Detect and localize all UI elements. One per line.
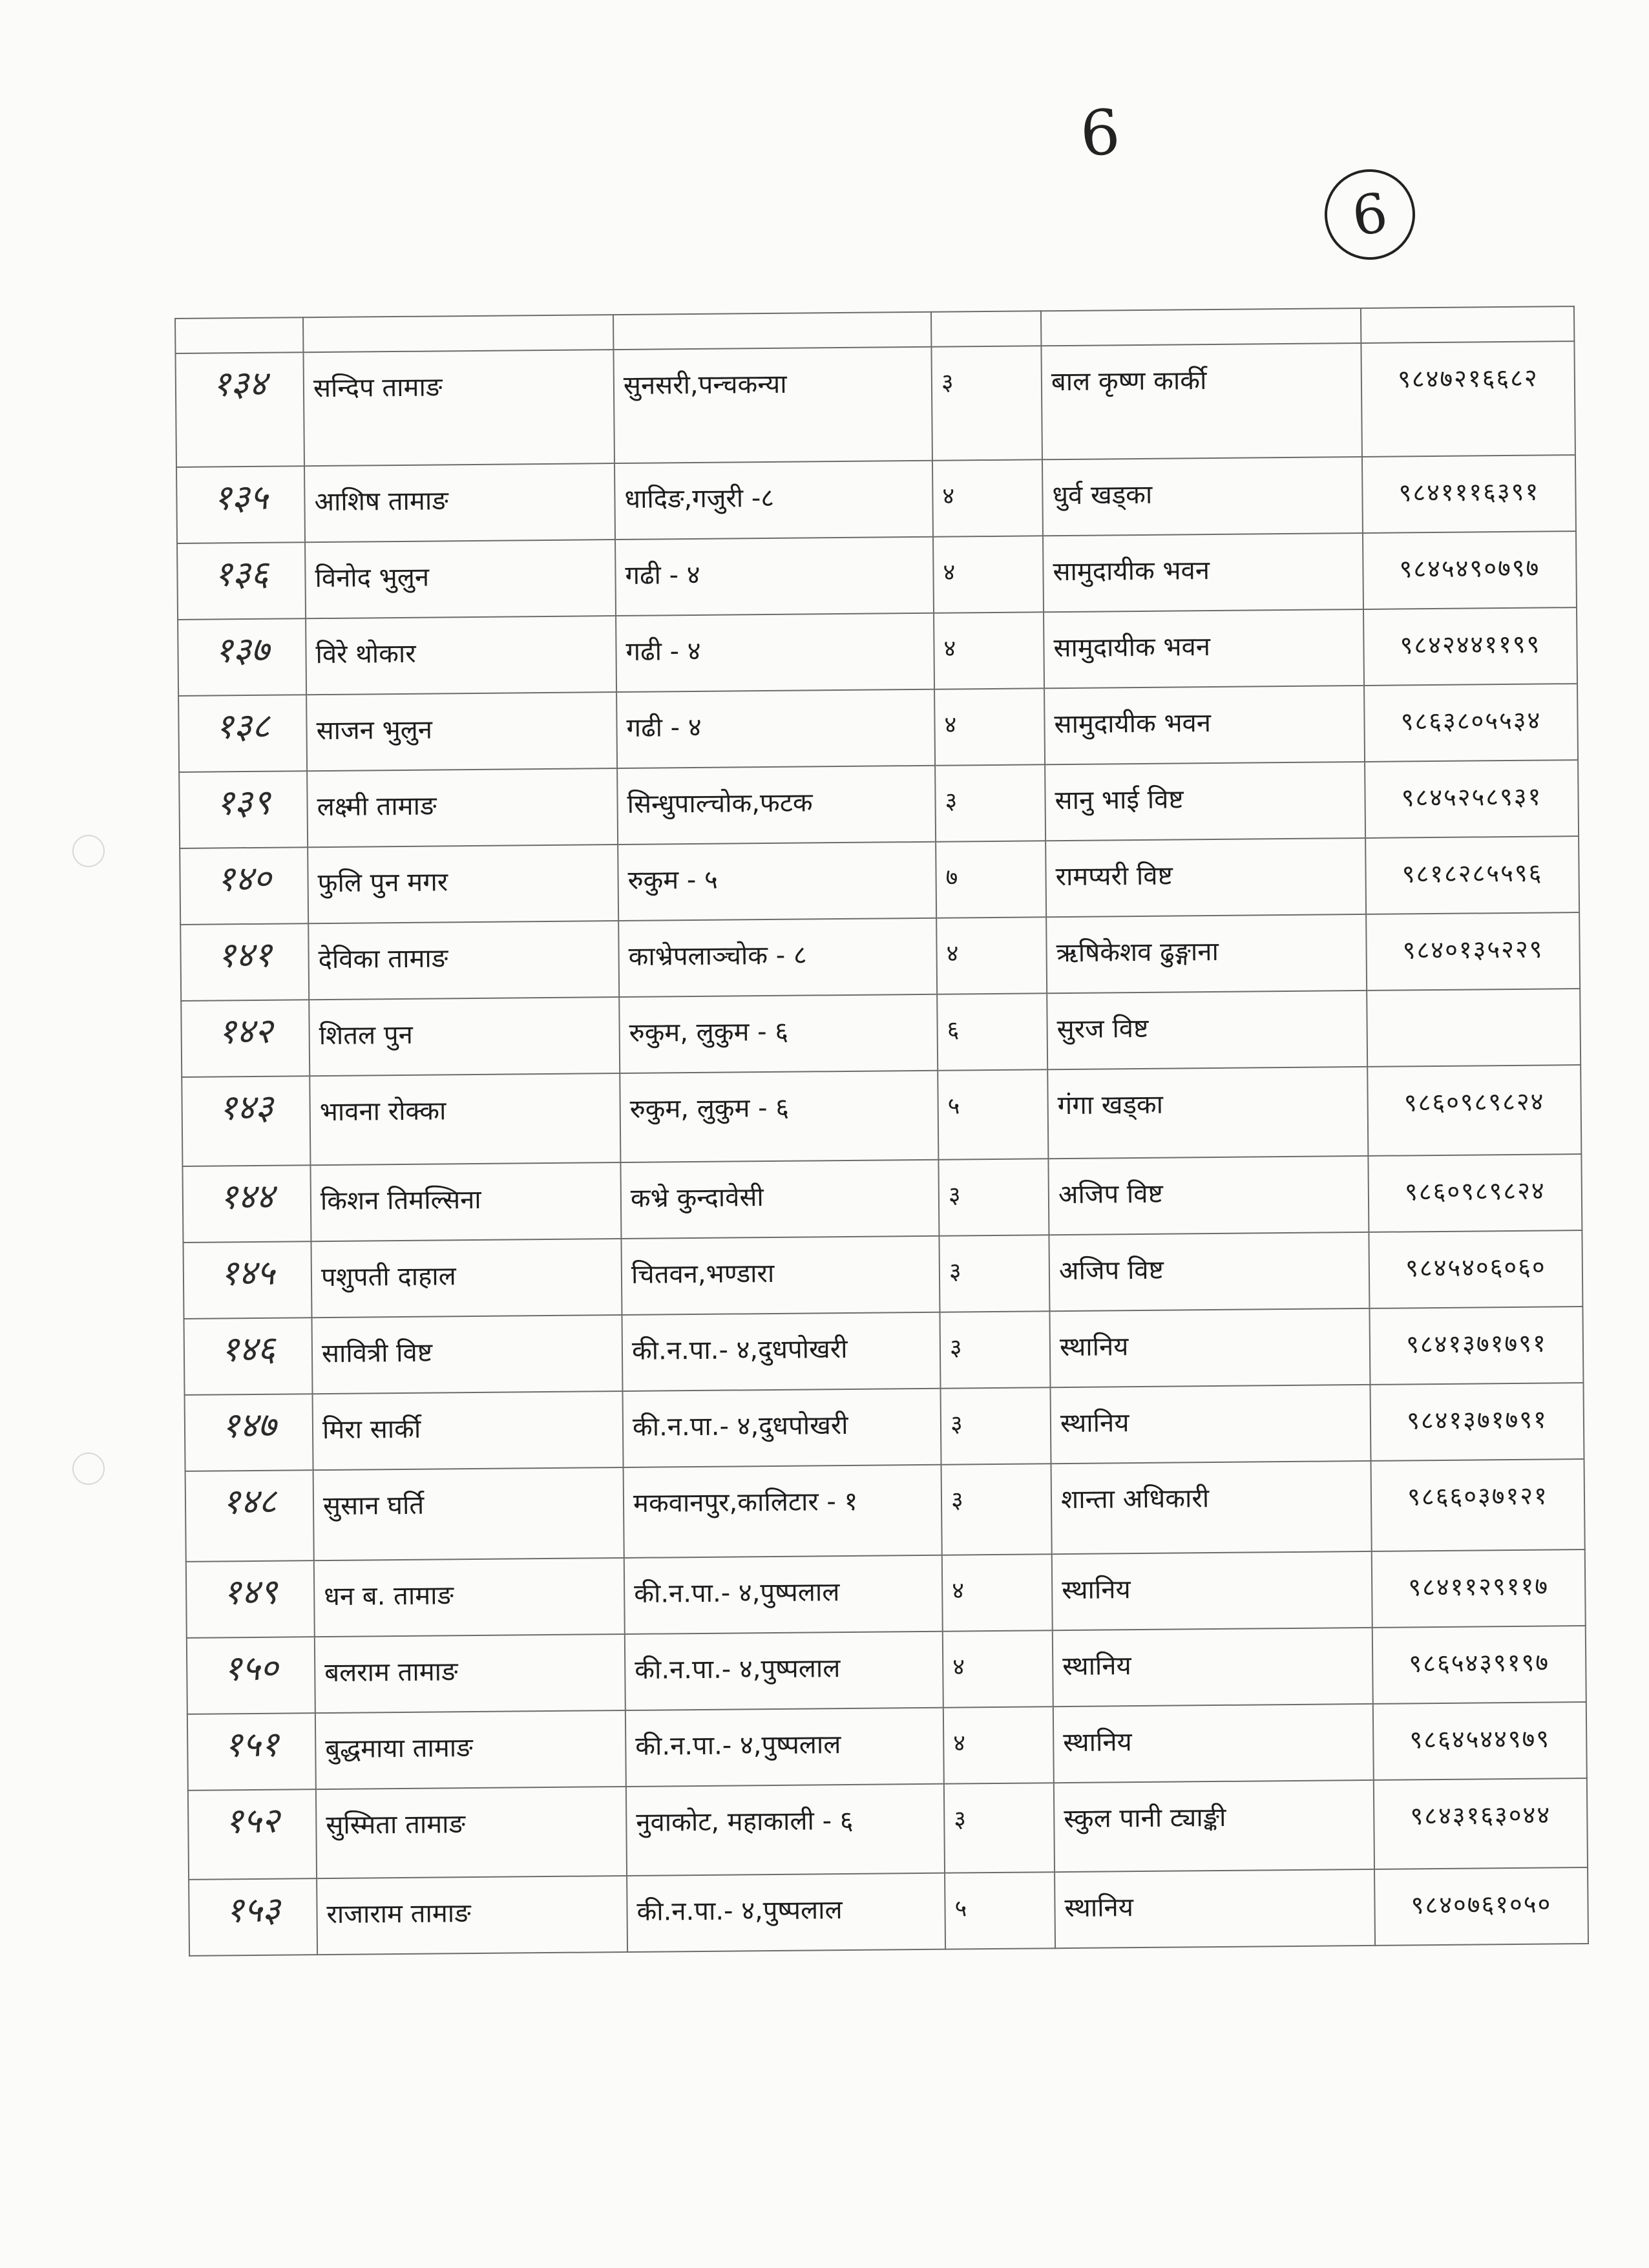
phone-number: ९८४२४४११९९	[1400, 629, 1541, 660]
phone-number-cell	[1367, 989, 1581, 1067]
phone-number: ९८४०७६१०५०	[1411, 1889, 1552, 1920]
table-row	[178, 684, 1578, 772]
table-row	[189, 1867, 1588, 1956]
person-name: फुलि पुन मगर	[317, 867, 448, 899]
table-row	[182, 1065, 1581, 1166]
table-row	[183, 1230, 1582, 1319]
person-name-cell	[305, 540, 616, 618]
phone-number: ९८४५२५८९३१	[1401, 782, 1542, 812]
referrer: स्थानिय	[1060, 1408, 1129, 1439]
address: रुकुम, लुकुम - ६	[629, 1093, 790, 1124]
address-cell	[619, 994, 938, 1073]
address-cell	[627, 1873, 945, 1952]
phone-number: ९८४११२९११७	[1408, 1571, 1549, 1602]
referrer: सामुदायीक भवन	[1053, 556, 1210, 587]
table-row	[187, 1702, 1587, 1790]
person-name: बुद्धमाया तामाङ	[325, 1733, 473, 1765]
referrer: सुरज विष्ट	[1056, 1013, 1149, 1045]
table-row	[176, 455, 1576, 543]
address-cell	[615, 537, 934, 616]
serial-number-cell	[178, 695, 307, 772]
ward-number: ४	[953, 1730, 966, 1757]
address-cell	[624, 1555, 943, 1634]
person-name: मिरा सार्की	[322, 1414, 421, 1445]
ward-number-cell	[943, 1630, 1053, 1707]
phone-number: ९८४०१३५२२९	[1402, 934, 1544, 965]
ward-number: ३	[949, 1334, 962, 1361]
ward-number-cell	[935, 764, 1045, 841]
ward-number: ३	[950, 1411, 963, 1438]
referrer-cell	[1043, 533, 1363, 612]
address-cell	[623, 1389, 941, 1467]
table-row	[185, 1459, 1585, 1562]
phone-number-cell	[1364, 684, 1578, 762]
phone-number-cell	[1373, 1702, 1587, 1780]
referrer: अजिप विष्ट	[1058, 1179, 1164, 1210]
ward-number: ४	[943, 559, 956, 586]
serial-number: १४७	[221, 1404, 277, 1446]
phone-number: ९८४१३७१७९१	[1405, 1328, 1547, 1359]
table-row	[181, 989, 1581, 1077]
phone-number-cell	[1362, 455, 1576, 533]
serial-number: १५०	[223, 1647, 278, 1689]
table-row	[179, 760, 1579, 848]
referrer-cell	[1052, 1551, 1372, 1630]
address-cell	[625, 1708, 944, 1787]
phone-number: ९८४५४०६०६०	[1405, 1252, 1546, 1283]
serial-number: १३६	[214, 552, 269, 594]
referrer-cell	[1051, 1461, 1372, 1554]
ward-number-cell	[943, 1706, 1054, 1783]
phone-number: ९८१८२८५५९६	[1402, 858, 1543, 888]
serial-number: १४२	[218, 1010, 273, 1052]
person-name-cell	[304, 463, 615, 542]
table-row	[177, 531, 1577, 620]
address-cell	[618, 842, 936, 921]
referrer-cell	[1055, 1869, 1375, 1948]
serial-number: १४४	[219, 1175, 275, 1217]
person-name: भावना रोक्का	[319, 1096, 446, 1128]
referrer: सामुदायीक भवन	[1053, 632, 1211, 664]
serial-number-cell	[189, 1878, 317, 1956]
address: धादिङ,गजुरी -८	[624, 483, 775, 514]
address-cell	[614, 461, 933, 540]
table-row	[186, 1549, 1586, 1638]
serial-number: १३७	[215, 629, 269, 671]
person-name: लक्ष्मी तामाङ	[317, 791, 437, 823]
table-row	[175, 341, 1575, 467]
referrer-cell	[1045, 838, 1366, 917]
phone-number: ९८६५४३९१९७	[1409, 1648, 1550, 1678]
referrer: स्थानिय	[1062, 1651, 1131, 1682]
address: की.न.पा.- ४,पुष्पलाल	[635, 1654, 841, 1685]
ward-number-cell	[942, 1554, 1053, 1631]
ward-number-cell	[940, 1311, 1050, 1388]
ward-number-cell	[933, 536, 1044, 613]
phone-number-cell	[1370, 1383, 1584, 1461]
address: सिन्धुपाल्चोक,फटक	[627, 788, 813, 819]
serial-number-cell	[180, 923, 309, 1001]
phone-number-cell	[1369, 1230, 1582, 1308]
referrer: ऋषिकेशव ढुङ्गाना	[1056, 936, 1219, 969]
ward-number: ३	[941, 369, 954, 396]
serial-number: १४०	[216, 857, 271, 899]
address-cell	[616, 613, 934, 692]
referrer: अजिप विष्ट	[1058, 1255, 1164, 1286]
person-name: शितल पुन	[319, 1020, 414, 1051]
address-cell	[625, 1632, 943, 1710]
person-name-cell	[315, 1710, 626, 1789]
phone-number-cell	[1372, 1626, 1586, 1704]
phone-number-cell	[1369, 1307, 1583, 1385]
person-name-cell	[306, 616, 616, 695]
person-name: देविका तामाङ	[318, 943, 448, 975]
address-cell	[622, 1312, 940, 1391]
address-cell	[626, 1784, 945, 1876]
ward-number: ७	[945, 864, 958, 891]
address: सुनसरी,पन्चकन्या	[623, 369, 787, 401]
person-name: राजाराम तामाङ	[326, 1898, 471, 1930]
address: की.न.पा.- ४,दुधपोखरी	[631, 1334, 848, 1366]
roster-sheet	[174, 306, 1589, 1957]
person-name-cell	[314, 1558, 625, 1637]
table-row	[180, 912, 1580, 1001]
referrer-cell	[1053, 1628, 1373, 1706]
person-name-cell	[311, 1239, 622, 1318]
ward-number-cell	[941, 1387, 1051, 1464]
address: गढी - ४	[625, 636, 701, 667]
referrer-cell	[1050, 1385, 1371, 1464]
serial-number: १३४	[212, 362, 268, 404]
referrer-cell	[1046, 914, 1367, 993]
phone-number-cell	[1365, 760, 1579, 838]
person-name-cell	[317, 1876, 627, 1955]
address-cell	[618, 918, 937, 997]
ward-number: ४	[952, 1577, 965, 1604]
referrer-cell	[1041, 343, 1362, 459]
referrer: बाल कृष्ण कार्की	[1051, 366, 1207, 397]
ward-number: ३	[948, 1182, 961, 1209]
address-cell	[617, 766, 936, 845]
address: रुकुम, लुकुम - ६	[629, 1016, 789, 1048]
table-row	[178, 607, 1577, 696]
serial-number: १५३	[226, 1889, 280, 1931]
address: की.न.पा.- ४,पुष्पलाल	[636, 1895, 843, 1927]
referrer: सानु भाई विष्ट	[1055, 784, 1184, 816]
serial-number-cell	[185, 1470, 314, 1562]
table-row	[185, 1383, 1584, 1471]
address: चितवन,भण्डारा	[631, 1258, 775, 1290]
ward-number-cell	[941, 1464, 1052, 1555]
serial-number-cell	[178, 618, 306, 696]
handwritten-page-number: 6	[1078, 96, 1122, 171]
ward-number-cell	[932, 459, 1043, 536]
referrer-cell	[1042, 457, 1363, 536]
referrer-cell	[1044, 609, 1364, 688]
phone-number-cell	[1372, 1549, 1586, 1628]
referrer: स्थानिय	[1059, 1332, 1129, 1363]
address: काभ्रेपलाञ्चोक - ८	[628, 940, 807, 972]
person-name-cell	[308, 921, 619, 1000]
phone-number: ९८६३८०५५३४	[1400, 706, 1542, 736]
person-name-cell	[310, 1162, 621, 1241]
address: नुवाकोट, महाकाली - ६	[636, 1805, 854, 1838]
person-name: सावित्री विष्ट	[321, 1338, 433, 1369]
address: की.न.पा.- ४,पुष्पलाल	[634, 1577, 840, 1609]
ward-number-cell	[934, 688, 1045, 765]
phone-number: ९८४१११६३९१	[1398, 477, 1540, 507]
ward-number-cell	[936, 841, 1046, 918]
ward-number-cell	[937, 993, 1047, 1070]
phone-number: ९८४१३७१७९१	[1406, 1405, 1548, 1435]
serial-number: १४६	[220, 1328, 276, 1370]
person-name: धन ब. तामाङ	[324, 1580, 454, 1612]
phone-number-cell	[1371, 1459, 1585, 1551]
table-row	[180, 836, 1579, 925]
table-row	[187, 1626, 1586, 1714]
referrer-cell	[1054, 1780, 1374, 1872]
person-name-cell	[308, 845, 618, 923]
ward-number: ३	[954, 1806, 967, 1833]
phone-number: ९८६६०३७१२१	[1407, 1481, 1548, 1511]
referrer: शान्ता अधिकारी	[1060, 1484, 1210, 1515]
serial-number-cell	[184, 1318, 313, 1395]
phone-number-cell	[1365, 836, 1579, 914]
serial-number: १५१	[224, 1723, 279, 1765]
serial-number: १४८	[222, 1480, 277, 1522]
ward-number: ३	[945, 788, 958, 815]
serial-number-cell	[180, 847, 308, 925]
person-name: साजन भुलुन	[316, 715, 433, 746]
address-cell	[621, 1236, 940, 1315]
punch-hole	[72, 835, 105, 867]
person-name: सन्दिप तामाङ	[313, 372, 443, 404]
serial-number-cell	[188, 1789, 317, 1880]
phone-number: ९८६०९८९८२४	[1404, 1176, 1546, 1206]
phone-number-cell	[1361, 341, 1575, 457]
ward-number: ६	[947, 1016, 960, 1044]
referrer-cell	[1049, 1308, 1370, 1387]
person-name: सुस्मिता तामाङ	[326, 1809, 466, 1841]
person-name-cell	[315, 1634, 625, 1713]
phone-number-cell	[1368, 1154, 1582, 1232]
address-cell	[620, 1071, 938, 1162]
serial-number-cell	[179, 771, 308, 848]
person-name-cell	[313, 1391, 624, 1470]
person-name: विरे थोकार	[315, 638, 416, 670]
roster-table	[174, 306, 1589, 1957]
serial-number-cell	[185, 1394, 313, 1471]
ward-number: ४	[944, 711, 957, 739]
referrer: स्थानिय	[1064, 1893, 1134, 1924]
serial-number: १४३	[218, 1086, 274, 1128]
phone-number-cell	[1363, 607, 1577, 686]
serial-number: १४५	[220, 1252, 275, 1294]
serial-number: १३८	[215, 705, 270, 747]
phone-number: ९८६०९८९८२४	[1403, 1087, 1545, 1117]
phone-number-cell	[1374, 1778, 1588, 1869]
address: मकवानपुर,कालिटार - १	[633, 1486, 858, 1518]
ward-number-cell	[931, 346, 1042, 460]
serial-number: १४१	[217, 934, 273, 976]
serial-number-cell	[176, 466, 305, 543]
ward-number: ३	[949, 1258, 961, 1285]
ward-number-cell	[938, 1159, 1049, 1235]
address-cell	[613, 347, 932, 463]
table-row	[182, 1154, 1582, 1243]
address: की.न.पा.- ४,दुधपोखरी	[632, 1410, 848, 1442]
referrer-cell	[1045, 762, 1365, 841]
referrer: रामप्यरी विष्ट	[1055, 861, 1173, 892]
circled-page-number: 6	[1319, 163, 1421, 266]
phone-number: ९८६४५४४९७९	[1409, 1724, 1551, 1754]
person-name-cell	[312, 1315, 623, 1394]
referrer-cell	[1049, 1232, 1369, 1311]
ward-number: ३	[951, 1487, 963, 1514]
address: गढी - ४	[626, 712, 702, 743]
ward-number-cell	[938, 1069, 1048, 1159]
address: रुकुम - ५	[627, 865, 719, 896]
serial-number: १३९	[216, 781, 271, 823]
person-name-cell	[313, 1467, 624, 1560]
address: गढी - ४	[625, 560, 700, 591]
person-name-cell	[307, 768, 618, 847]
ward-number: ४	[942, 483, 955, 510]
ward-number-cell	[936, 917, 1047, 994]
serial-number: १५२	[224, 1800, 280, 1842]
person-name-cell	[303, 350, 614, 466]
ward-number: ४	[943, 635, 956, 662]
serial-number-cell	[181, 1000, 310, 1077]
person-name: किशन तिमल्सिना	[320, 1184, 481, 1217]
referrer-cell	[1053, 1704, 1374, 1783]
person-name-cell	[306, 692, 617, 771]
phone-number: ९८४३१६३०४४	[1410, 1800, 1551, 1831]
referrer: सामुदायीक भवन	[1054, 708, 1212, 740]
referrer: स्थानिय	[1063, 1727, 1132, 1758]
serial-number-cell	[186, 1560, 315, 1638]
referrer: स्थानिय	[1062, 1575, 1131, 1606]
ward-number-cell	[934, 612, 1044, 689]
person-name-cell	[310, 1073, 620, 1165]
punch-hole	[72, 1453, 105, 1485]
serial-number-cell	[187, 1713, 316, 1790]
ward-number-cell	[945, 1872, 1055, 1949]
serial-number-cell	[187, 1637, 315, 1714]
table-row	[184, 1307, 1584, 1395]
ward-number: ४	[946, 940, 959, 967]
serial-number: १३५	[213, 476, 268, 518]
serial-number-cell	[175, 352, 304, 467]
person-name: आशिष तामाङ	[314, 486, 448, 518]
person-name: विनोद भुलुन	[315, 562, 430, 594]
address-cell	[624, 1465, 942, 1558]
referrer: स्कुल पानी ट्याङ्की	[1064, 1802, 1226, 1834]
serial-number-cell	[182, 1165, 311, 1243]
referrer-cell	[1044, 686, 1365, 764]
phone-number-cell	[1366, 912, 1580, 991]
referrer-cell	[1048, 1156, 1369, 1235]
phone-number: ९८४५४९०७९७	[1399, 553, 1540, 583]
table-row	[188, 1778, 1588, 1880]
referrer-cell	[1047, 1067, 1368, 1159]
serial-number: १४९	[222, 1571, 278, 1613]
phone-number: ९८४७२१६६८२	[1397, 363, 1539, 394]
serial-number-cell	[183, 1241, 311, 1319]
serial-number-cell	[177, 542, 306, 620]
ward-number-cell	[939, 1235, 1049, 1312]
serial-number-cell	[182, 1076, 310, 1166]
address-cell	[620, 1160, 939, 1239]
ward-number-cell	[944, 1783, 1055, 1873]
person-name-cell	[316, 1787, 627, 1878]
phone-number-cell	[1374, 1867, 1588, 1946]
referrer: गंगा खड्का	[1057, 1089, 1164, 1121]
person-name-cell	[309, 997, 620, 1076]
phone-number-cell	[1363, 531, 1577, 609]
address: कभ्रे कुन्दावेसी	[630, 1182, 764, 1213]
ward-number: ५	[947, 1093, 960, 1120]
referrer-cell	[1047, 991, 1367, 1069]
ward-number: ५	[954, 1895, 967, 1922]
person-name: सुसान घर्ति	[322, 1490, 425, 1522]
person-name: बलराम तामाङ	[324, 1657, 458, 1688]
person-name: पशुपती दाहाल	[320, 1261, 457, 1293]
referrer: धुर्व खड्का	[1052, 479, 1153, 511]
phone-number-cell	[1367, 1065, 1581, 1156]
address: की.न.पा.- ४,पुष्पलाल	[635, 1730, 841, 1761]
address-cell	[616, 689, 935, 768]
ward-number: ४	[952, 1654, 965, 1681]
